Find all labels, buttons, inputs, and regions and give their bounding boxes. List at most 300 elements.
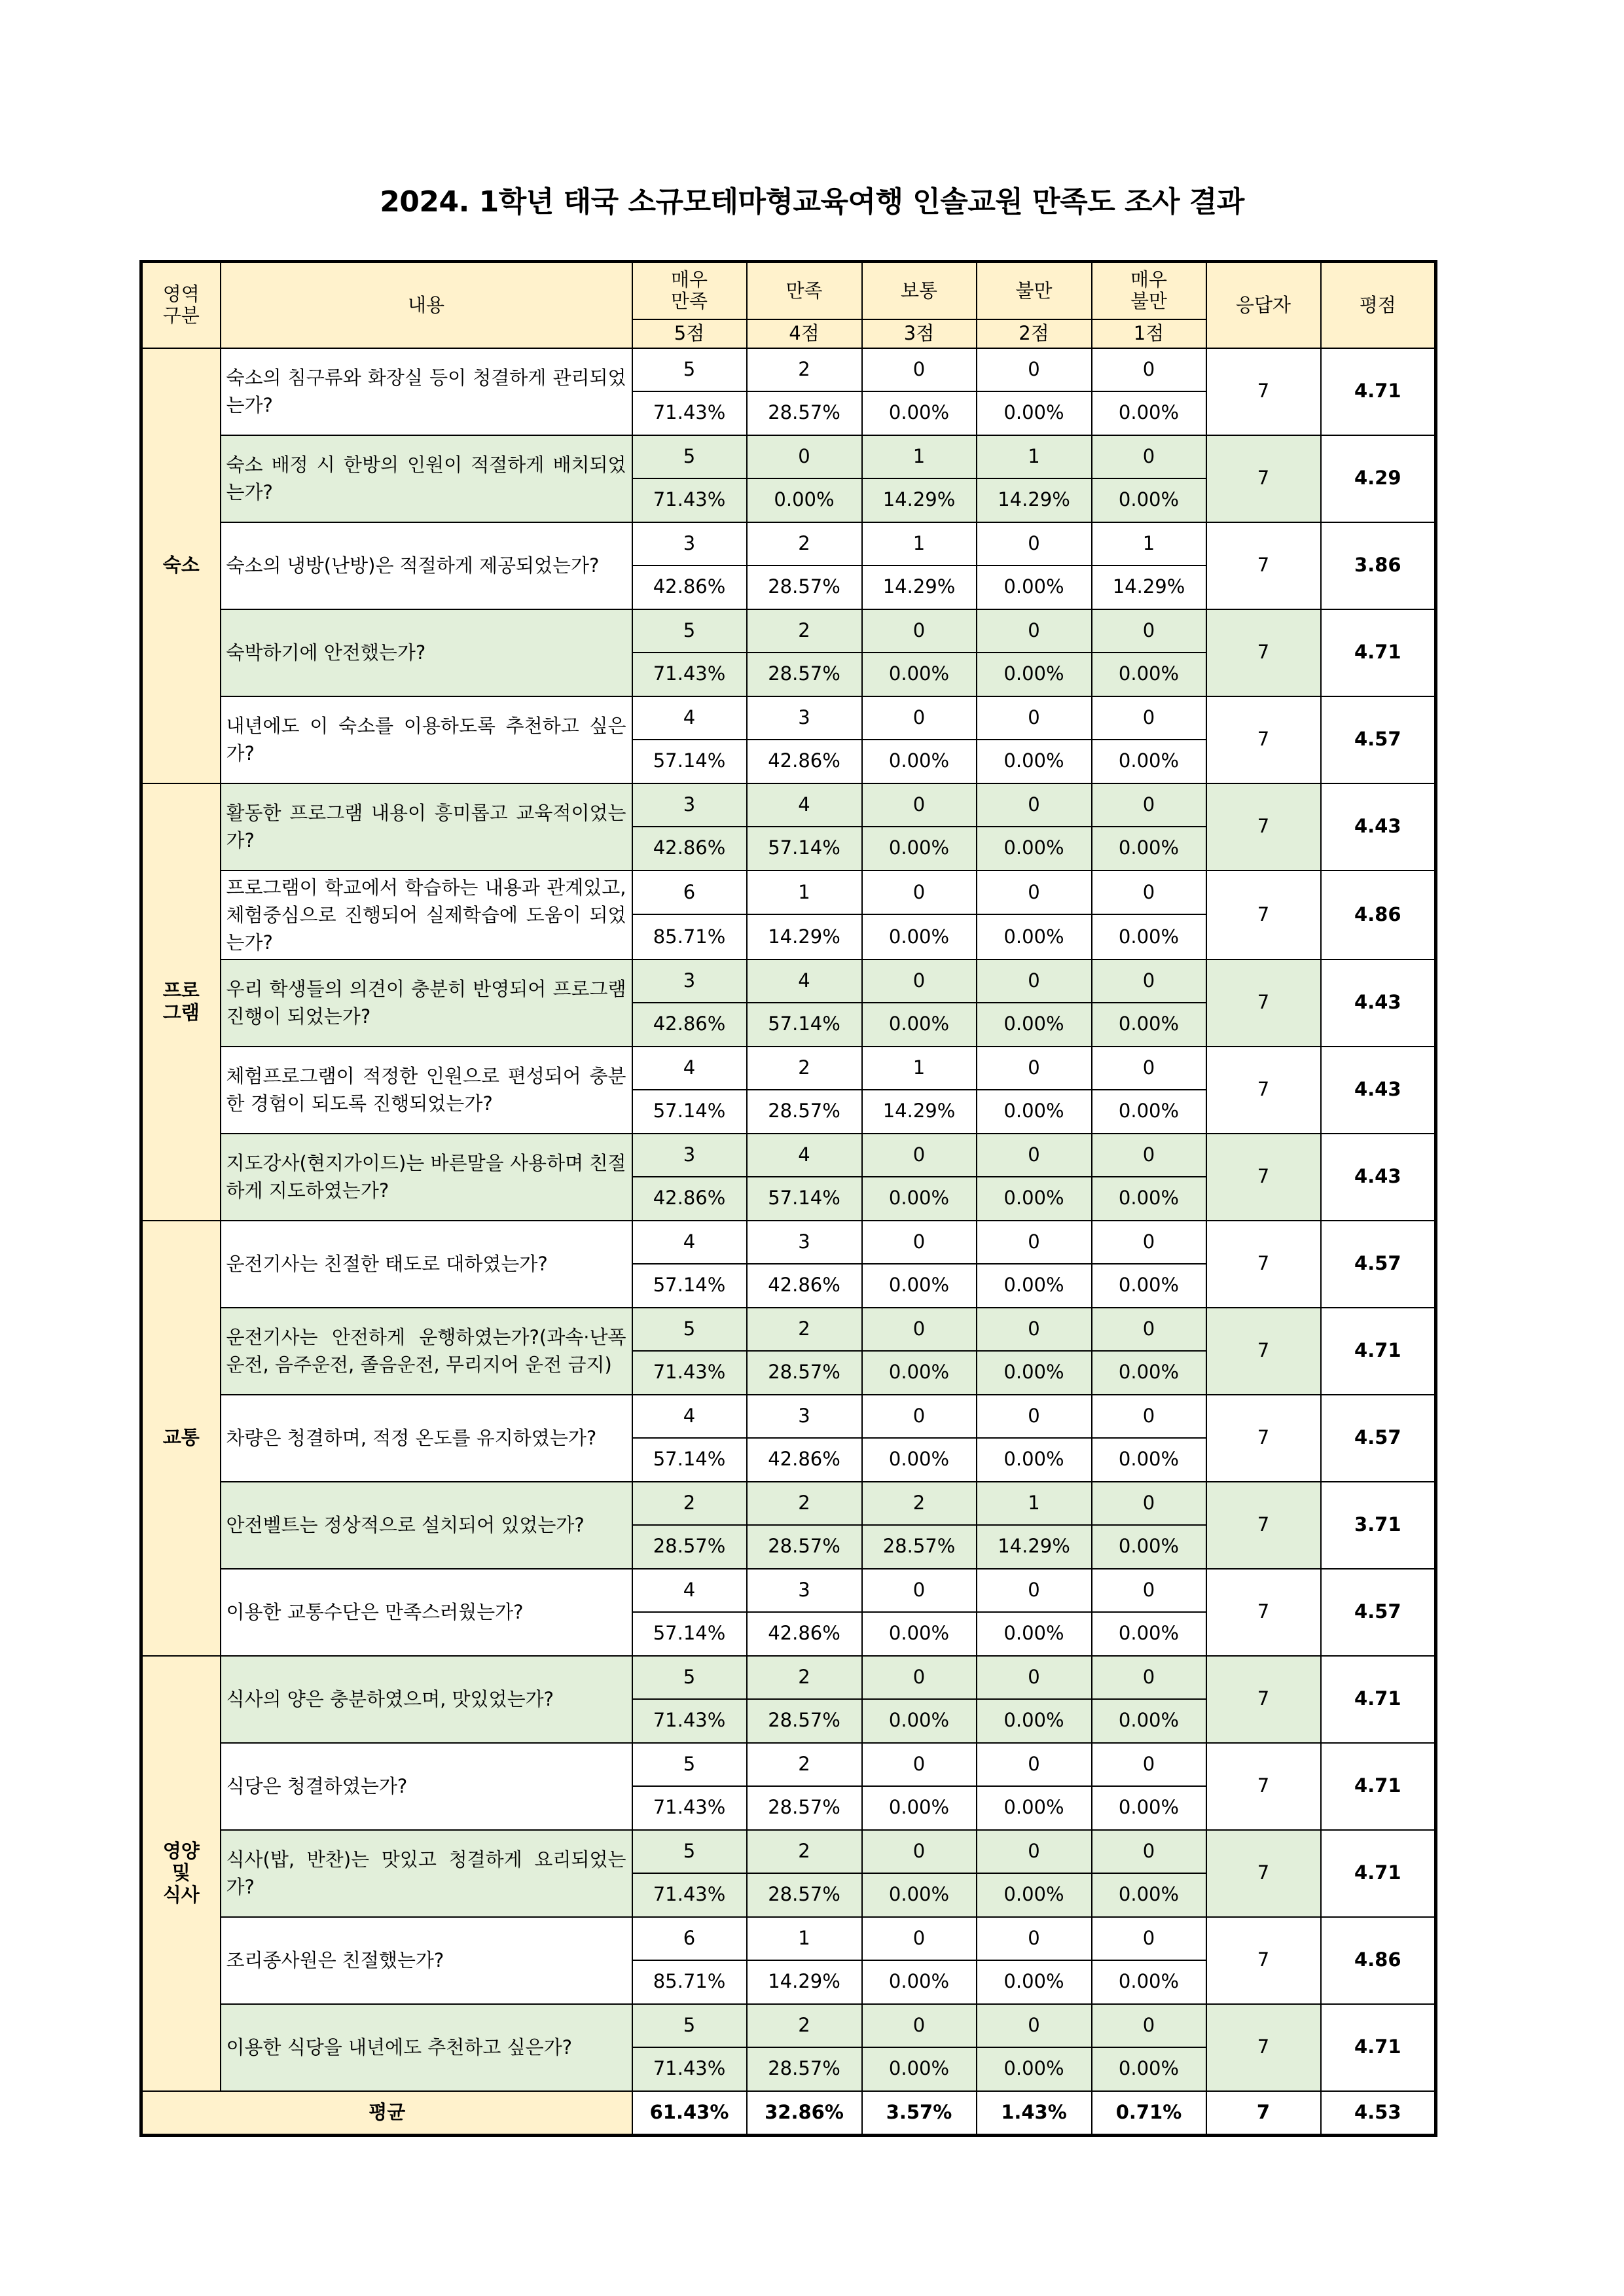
response-count: 3 xyxy=(632,960,747,1003)
response-percent: 0.00% xyxy=(862,1003,977,1047)
question-text: 운전기사는 안전하게 운행하였는가?(과속·난폭운전, 음주운전, 졸음운전, 무리지어 운전 금지) xyxy=(221,1308,632,1395)
response-count: 0 xyxy=(1092,1743,1206,1786)
response-percent: 0.00% xyxy=(1092,1003,1206,1047)
respondent-count: 7 xyxy=(1206,1917,1321,2004)
question-count-row xyxy=(141,1830,1436,1873)
response-count: 2 xyxy=(747,1308,862,1351)
response-percent: 0.00% xyxy=(977,565,1092,609)
response-percent: 0.00% xyxy=(977,914,1092,960)
question-count-row xyxy=(141,1308,1436,1351)
footer-percent: 1.43% xyxy=(977,2091,1092,2136)
respondent-count: 7 xyxy=(1206,1656,1321,1743)
question-count-row xyxy=(141,522,1436,565)
response-count: 0 xyxy=(862,696,977,740)
response-percent: 57.14% xyxy=(632,1264,747,1308)
response-count: 0 xyxy=(1092,696,1206,740)
question-count-row xyxy=(141,696,1436,740)
response-count: 0 xyxy=(1092,870,1206,915)
header-level-label: 매우 불만 xyxy=(1092,262,1206,319)
response-percent: 57.14% xyxy=(632,1090,747,1134)
response-percent: 28.57% xyxy=(747,1699,862,1743)
response-count: 0 xyxy=(862,609,977,653)
respondent-count: 7 xyxy=(1206,960,1321,1047)
response-percent: 0.00% xyxy=(977,2047,1092,2091)
response-percent: 14.29% xyxy=(977,1525,1092,1569)
response-count: 3 xyxy=(747,696,862,740)
response-percent: 0.00% xyxy=(977,740,1092,783)
response-percent: 14.29% xyxy=(747,914,862,960)
response-percent: 57.14% xyxy=(747,1177,862,1221)
average-score: 4.71 xyxy=(1321,1308,1436,1395)
response-percent: 28.57% xyxy=(747,1873,862,1917)
response-count: 0 xyxy=(977,1395,1092,1438)
question-text: 숙박하기에 안전했는가? xyxy=(221,609,632,696)
response-percent: 0.00% xyxy=(1092,1177,1206,1221)
response-count: 5 xyxy=(632,1830,747,1873)
response-count: 1 xyxy=(1092,522,1206,565)
footer-percent: 0.71% xyxy=(1092,2091,1206,2136)
response-percent: 0.00% xyxy=(862,740,977,783)
respondent-count: 7 xyxy=(1206,783,1321,870)
response-count: 0 xyxy=(977,1221,1092,1264)
average-score: 4.86 xyxy=(1321,870,1436,960)
response-percent: 0.00% xyxy=(862,1438,977,1482)
question-text: 식사(밥, 반찬)는 맛있고 청결하게 요리되었는가? xyxy=(221,1830,632,1917)
response-percent: 0.00% xyxy=(1092,1525,1206,1569)
response-percent: 28.57% xyxy=(632,1525,747,1569)
section-label: 프로 그램 xyxy=(141,783,221,1221)
page-title: 2024. 1학년 태국 소규모테마형교육여행 인솔교원 만족도 조사 결과 xyxy=(380,185,1244,219)
response-count: 2 xyxy=(747,1656,862,1699)
response-count: 0 xyxy=(977,960,1092,1003)
response-percent: 42.86% xyxy=(632,1177,747,1221)
respondent-count: 7 xyxy=(1206,696,1321,783)
question-count-row xyxy=(141,1569,1436,1612)
header-row xyxy=(141,262,1436,319)
response-percent: 0.00% xyxy=(862,653,977,696)
response-count: 2 xyxy=(747,609,862,653)
question-text: 안전벨트는 정상적으로 설치되어 있었는가? xyxy=(221,1482,632,1569)
response-count: 4 xyxy=(632,1047,747,1090)
response-count: 0 xyxy=(977,522,1092,565)
response-percent: 0.00% xyxy=(1092,1960,1206,2004)
response-percent: 57.14% xyxy=(632,1612,747,1656)
response-percent: 0.00% xyxy=(1092,1438,1206,1482)
response-percent: 0.00% xyxy=(1092,827,1206,870)
header-level-label: 만족 xyxy=(747,262,862,319)
response-count: 5 xyxy=(632,609,747,653)
response-count: 5 xyxy=(632,1308,747,1351)
header-average: 평점 xyxy=(1321,262,1436,348)
question-text: 식당은 청결하였는가? xyxy=(221,1743,632,1830)
response-count: 0 xyxy=(977,1047,1092,1090)
respondent-count: 7 xyxy=(1206,870,1321,960)
response-percent: 0.00% xyxy=(977,1438,1092,1482)
response-percent: 0.00% xyxy=(1092,740,1206,783)
question-text: 활동한 프로그램 내용이 흥미롭고 교육적이었는가? xyxy=(221,783,632,870)
respondent-count: 7 xyxy=(1206,1134,1321,1221)
footer-average-row xyxy=(141,2091,1436,2136)
response-count: 4 xyxy=(747,783,862,827)
header-content: 내용 xyxy=(221,262,632,348)
response-count: 1 xyxy=(977,435,1092,478)
response-percent: 0.00% xyxy=(862,2047,977,2091)
response-percent: 0.00% xyxy=(977,653,1092,696)
response-count: 0 xyxy=(1092,1569,1206,1612)
response-count: 5 xyxy=(632,1656,747,1699)
response-count: 0 xyxy=(862,2004,977,2047)
question-count-row xyxy=(141,870,1436,915)
response-percent: 28.57% xyxy=(747,1351,862,1395)
response-percent: 0.00% xyxy=(862,1612,977,1656)
response-percent: 57.14% xyxy=(632,1438,747,1482)
response-count: 0 xyxy=(1092,609,1206,653)
response-percent: 0.00% xyxy=(862,391,977,435)
response-percent: 28.57% xyxy=(747,1525,862,1569)
response-percent: 0.00% xyxy=(977,1612,1092,1656)
response-percent: 0.00% xyxy=(977,827,1092,870)
response-count: 5 xyxy=(632,348,747,391)
response-count: 0 xyxy=(977,1134,1092,1177)
response-percent: 14.29% xyxy=(747,1960,862,2004)
response-count: 0 xyxy=(1092,1917,1206,1960)
response-percent: 57.14% xyxy=(747,1003,862,1047)
average-score: 4.71 xyxy=(1321,1656,1436,1743)
response-count: 0 xyxy=(1092,1308,1206,1351)
response-count: 0 xyxy=(977,1656,1092,1699)
question-count-row xyxy=(141,1221,1436,1264)
response-count: 0 xyxy=(862,1743,977,1786)
respondent-count: 7 xyxy=(1206,1308,1321,1395)
response-count: 5 xyxy=(632,1743,747,1786)
response-percent: 14.29% xyxy=(862,565,977,609)
response-count: 4 xyxy=(632,696,747,740)
response-count: 0 xyxy=(977,1917,1092,1960)
response-count: 2 xyxy=(747,2004,862,2047)
footer-label: 평균 xyxy=(141,2091,632,2136)
average-score: 4.43 xyxy=(1321,783,1436,870)
response-percent: 42.86% xyxy=(632,1003,747,1047)
respondent-count: 7 xyxy=(1206,1221,1321,1308)
question-text: 프로그램이 학교에서 학습하는 내용과 관계있고, 체험중심으로 진행되어 실제학습에 도움이 되었는가? xyxy=(221,870,632,960)
table-body xyxy=(141,262,1436,2136)
response-percent: 57.14% xyxy=(632,740,747,783)
response-percent: 0.00% xyxy=(1092,1351,1206,1395)
response-count: 1 xyxy=(977,1482,1092,1525)
question-count-row xyxy=(141,1134,1436,1177)
response-percent: 0.00% xyxy=(1092,1264,1206,1308)
response-count: 5 xyxy=(632,435,747,478)
question-text: 조리종사원은 친절했는가? xyxy=(221,1917,632,2004)
response-count: 0 xyxy=(977,2004,1092,2047)
response-count: 0 xyxy=(862,1221,977,1264)
response-count: 0 xyxy=(862,870,977,915)
respondent-count: 7 xyxy=(1206,1482,1321,1569)
header-level-points: 4점 xyxy=(747,319,862,348)
response-count: 0 xyxy=(1092,435,1206,478)
response-count: 0 xyxy=(977,348,1092,391)
header-level-label: 매우 만족 xyxy=(632,262,747,319)
response-count: 0 xyxy=(862,783,977,827)
response-percent: 57.14% xyxy=(747,827,862,870)
response-percent: 0.00% xyxy=(747,478,862,522)
question-count-row xyxy=(141,1047,1436,1090)
response-count: 5 xyxy=(632,2004,747,2047)
question-count-row xyxy=(141,435,1436,478)
response-count: 0 xyxy=(862,1395,977,1438)
header-respondents: 응답자 xyxy=(1206,262,1321,348)
average-score: 4.71 xyxy=(1321,1830,1436,1917)
response-percent: 14.29% xyxy=(1092,565,1206,609)
header-level-points: 1점 xyxy=(1092,319,1206,348)
question-count-row xyxy=(141,783,1436,827)
response-count: 2 xyxy=(747,522,862,565)
question-text: 운전기사는 친절한 태도로 대하였는가? xyxy=(221,1221,632,1308)
response-count: 0 xyxy=(977,783,1092,827)
response-percent: 0.00% xyxy=(862,1960,977,2004)
response-percent: 42.86% xyxy=(632,827,747,870)
response-count: 1 xyxy=(747,870,862,915)
average-score: 3.71 xyxy=(1321,1482,1436,1569)
header-category: 영역 구분 xyxy=(141,262,221,348)
average-score: 4.43 xyxy=(1321,960,1436,1047)
response-percent: 28.57% xyxy=(862,1525,977,1569)
response-percent: 0.00% xyxy=(1092,1090,1206,1134)
response-percent: 42.86% xyxy=(747,740,862,783)
response-count: 0 xyxy=(862,1308,977,1351)
response-count: 1 xyxy=(862,435,977,478)
header-level-points: 3점 xyxy=(862,319,977,348)
response-percent: 71.43% xyxy=(632,653,747,696)
question-text: 차량은 청결하며, 적정 온도를 유지하였는가? xyxy=(221,1395,632,1482)
question-count-row xyxy=(141,1917,1436,1960)
response-count: 0 xyxy=(1092,1482,1206,1525)
response-count: 3 xyxy=(747,1569,862,1612)
response-count: 1 xyxy=(862,1047,977,1090)
response-count: 1 xyxy=(747,1917,862,1960)
average-score: 4.57 xyxy=(1321,1221,1436,1308)
footer-average: 4.53 xyxy=(1321,2091,1436,2136)
response-count: 3 xyxy=(632,1134,747,1177)
response-count: 0 xyxy=(862,1917,977,1960)
response-percent: 28.57% xyxy=(747,1090,862,1134)
response-count: 0 xyxy=(1092,1656,1206,1699)
response-percent: 0.00% xyxy=(1092,478,1206,522)
response-percent: 0.00% xyxy=(1092,391,1206,435)
average-score: 4.29 xyxy=(1321,435,1436,522)
header-level-label: 불만 xyxy=(977,262,1092,319)
respondent-count: 7 xyxy=(1206,1395,1321,1482)
header-level-points: 5점 xyxy=(632,319,747,348)
question-count-row xyxy=(141,2004,1436,2047)
response-percent: 28.57% xyxy=(747,2047,862,2091)
response-percent: 0.00% xyxy=(1092,1873,1206,1917)
footer-percent: 32.86% xyxy=(747,2091,862,2136)
response-percent: 71.43% xyxy=(632,391,747,435)
response-percent: 0.00% xyxy=(1092,1786,1206,1830)
respondent-count: 7 xyxy=(1206,522,1321,609)
response-percent: 0.00% xyxy=(862,914,977,960)
response-percent: 0.00% xyxy=(1092,1699,1206,1743)
response-count: 0 xyxy=(1092,1221,1206,1264)
response-percent: 71.43% xyxy=(632,1786,747,1830)
response-count: 4 xyxy=(632,1221,747,1264)
respondent-count: 7 xyxy=(1206,1569,1321,1656)
response-count: 0 xyxy=(1092,960,1206,1003)
response-count: 0 xyxy=(862,960,977,1003)
response-percent: 0.00% xyxy=(862,827,977,870)
response-percent: 0.00% xyxy=(1092,1612,1206,1656)
question-text: 내년에도 이 숙소를 이용하도록 추천하고 싶은가? xyxy=(221,696,632,783)
response-count: 2 xyxy=(747,348,862,391)
footer-percent: 61.43% xyxy=(632,2091,747,2136)
response-count: 4 xyxy=(747,1134,862,1177)
response-percent: 0.00% xyxy=(977,1699,1092,1743)
respondent-count: 7 xyxy=(1206,348,1321,435)
response-percent: 42.86% xyxy=(747,1264,862,1308)
response-percent: 0.00% xyxy=(977,1090,1092,1134)
question-text: 이용한 식당을 내년에도 추천하고 싶은가? xyxy=(221,2004,632,2091)
response-count: 0 xyxy=(747,435,862,478)
question-text: 숙소의 침구류와 화장실 등이 청결하게 관리되었는가? xyxy=(221,348,632,435)
average-score: 4.43 xyxy=(1321,1134,1436,1221)
response-percent: 14.29% xyxy=(977,478,1092,522)
response-percent: 0.00% xyxy=(977,1786,1092,1830)
average-score: 4.71 xyxy=(1321,2004,1436,2091)
question-text: 이용한 교통수단은 만족스러웠는가? xyxy=(221,1569,632,1656)
respondent-count: 7 xyxy=(1206,2004,1321,2091)
response-count: 0 xyxy=(977,1743,1092,1786)
response-count: 0 xyxy=(977,696,1092,740)
response-percent: 28.57% xyxy=(747,1786,862,1830)
response-count: 3 xyxy=(747,1221,862,1264)
footer-respondents: 7 xyxy=(1206,2091,1321,2136)
response-percent: 0.00% xyxy=(977,1177,1092,1221)
section-label: 교통 xyxy=(141,1221,221,1656)
response-percent: 71.43% xyxy=(632,2047,747,2091)
question-count-row xyxy=(141,1743,1436,1786)
response-percent: 0.00% xyxy=(977,1003,1092,1047)
section-label: 영양 및 식사 xyxy=(141,1656,221,2091)
response-count: 0 xyxy=(977,1308,1092,1351)
question-text: 식사의 양은 충분하였으며, 맛있었는가? xyxy=(221,1656,632,1743)
response-percent: 14.29% xyxy=(862,478,977,522)
response-percent: 0.00% xyxy=(977,1873,1092,1917)
response-count: 0 xyxy=(1092,783,1206,827)
response-count: 6 xyxy=(632,1917,747,1960)
respondent-count: 7 xyxy=(1206,1830,1321,1917)
response-percent: 0.00% xyxy=(977,1264,1092,1308)
response-percent: 71.43% xyxy=(632,1699,747,1743)
response-count: 0 xyxy=(1092,1134,1206,1177)
response-percent: 0.00% xyxy=(862,1351,977,1395)
response-count: 6 xyxy=(632,870,747,915)
average-score: 4.71 xyxy=(1321,1743,1436,1830)
response-count: 0 xyxy=(862,1134,977,1177)
response-count: 0 xyxy=(862,348,977,391)
response-count: 0 xyxy=(862,1656,977,1699)
average-score: 4.57 xyxy=(1321,696,1436,783)
response-count: 0 xyxy=(1092,348,1206,391)
question-text: 지도강사(현지가이드)는 바른말을 사용하며 친절하게 지도하였는가? xyxy=(221,1134,632,1221)
header-level-label: 보통 xyxy=(862,262,977,319)
response-percent: 0.00% xyxy=(862,1264,977,1308)
average-score: 4.86 xyxy=(1321,1917,1436,2004)
response-percent: 0.00% xyxy=(977,391,1092,435)
header-level-points: 2점 xyxy=(977,319,1092,348)
response-percent: 42.86% xyxy=(747,1438,862,1482)
response-count: 0 xyxy=(977,870,1092,915)
response-percent: 0.00% xyxy=(1092,653,1206,696)
response-percent: 85.71% xyxy=(632,914,747,960)
response-count: 0 xyxy=(1092,1830,1206,1873)
response-count: 2 xyxy=(747,1743,862,1786)
response-count: 4 xyxy=(632,1395,747,1438)
average-score: 3.86 xyxy=(1321,522,1436,609)
question-count-row xyxy=(141,1656,1436,1699)
response-percent: 0.00% xyxy=(862,1786,977,1830)
response-count: 0 xyxy=(1092,2004,1206,2047)
response-percent: 71.43% xyxy=(632,1351,747,1395)
response-percent: 0.00% xyxy=(1092,2047,1206,2091)
response-percent: 42.86% xyxy=(632,565,747,609)
response-count: 4 xyxy=(747,960,862,1003)
response-percent: 0.00% xyxy=(977,1960,1092,2004)
response-count: 2 xyxy=(747,1830,862,1873)
question-count-row xyxy=(141,609,1436,653)
response-percent: 28.57% xyxy=(747,653,862,696)
response-count: 3 xyxy=(747,1395,862,1438)
response-percent: 14.29% xyxy=(862,1090,977,1134)
response-percent: 28.57% xyxy=(747,565,862,609)
section-label: 숙소 xyxy=(141,348,221,783)
respondent-count: 7 xyxy=(1206,1743,1321,1830)
question-text: 숙소의 냉방(난방)은 적절하게 제공되었는가? xyxy=(221,522,632,609)
response-count: 1 xyxy=(862,522,977,565)
respondent-count: 7 xyxy=(1206,609,1321,696)
response-count: 0 xyxy=(977,1830,1092,1873)
response-percent: 0.00% xyxy=(977,1351,1092,1395)
response-percent: 0.00% xyxy=(862,1177,977,1221)
respondent-count: 7 xyxy=(1206,1047,1321,1134)
question-text: 숙소 배정 시 한방의 인원이 적절하게 배치되었는가? xyxy=(221,435,632,522)
response-percent: 85.71% xyxy=(632,1960,747,2004)
response-percent: 42.86% xyxy=(747,1612,862,1656)
respondent-count: 7 xyxy=(1206,435,1321,522)
response-percent: 0.00% xyxy=(1092,914,1206,960)
average-score: 4.57 xyxy=(1321,1569,1436,1656)
response-count: 4 xyxy=(632,1569,747,1612)
question-count-row xyxy=(141,1482,1436,1525)
response-count: 3 xyxy=(632,783,747,827)
response-count: 2 xyxy=(862,1482,977,1525)
response-count: 3 xyxy=(632,522,747,565)
footer-percent: 3.57% xyxy=(862,2091,977,2136)
response-count: 2 xyxy=(632,1482,747,1525)
response-count: 0 xyxy=(1092,1395,1206,1438)
response-count: 0 xyxy=(1092,1047,1206,1090)
average-score: 4.71 xyxy=(1321,348,1436,435)
response-percent: 71.43% xyxy=(632,1873,747,1917)
question-count-row xyxy=(141,348,1436,391)
average-score: 4.43 xyxy=(1321,1047,1436,1134)
response-count: 2 xyxy=(747,1482,862,1525)
response-count: 2 xyxy=(747,1047,862,1090)
question-count-row xyxy=(141,960,1436,1003)
response-count: 0 xyxy=(862,1569,977,1612)
response-count: 0 xyxy=(862,1830,977,1873)
response-percent: 0.00% xyxy=(862,1699,977,1743)
